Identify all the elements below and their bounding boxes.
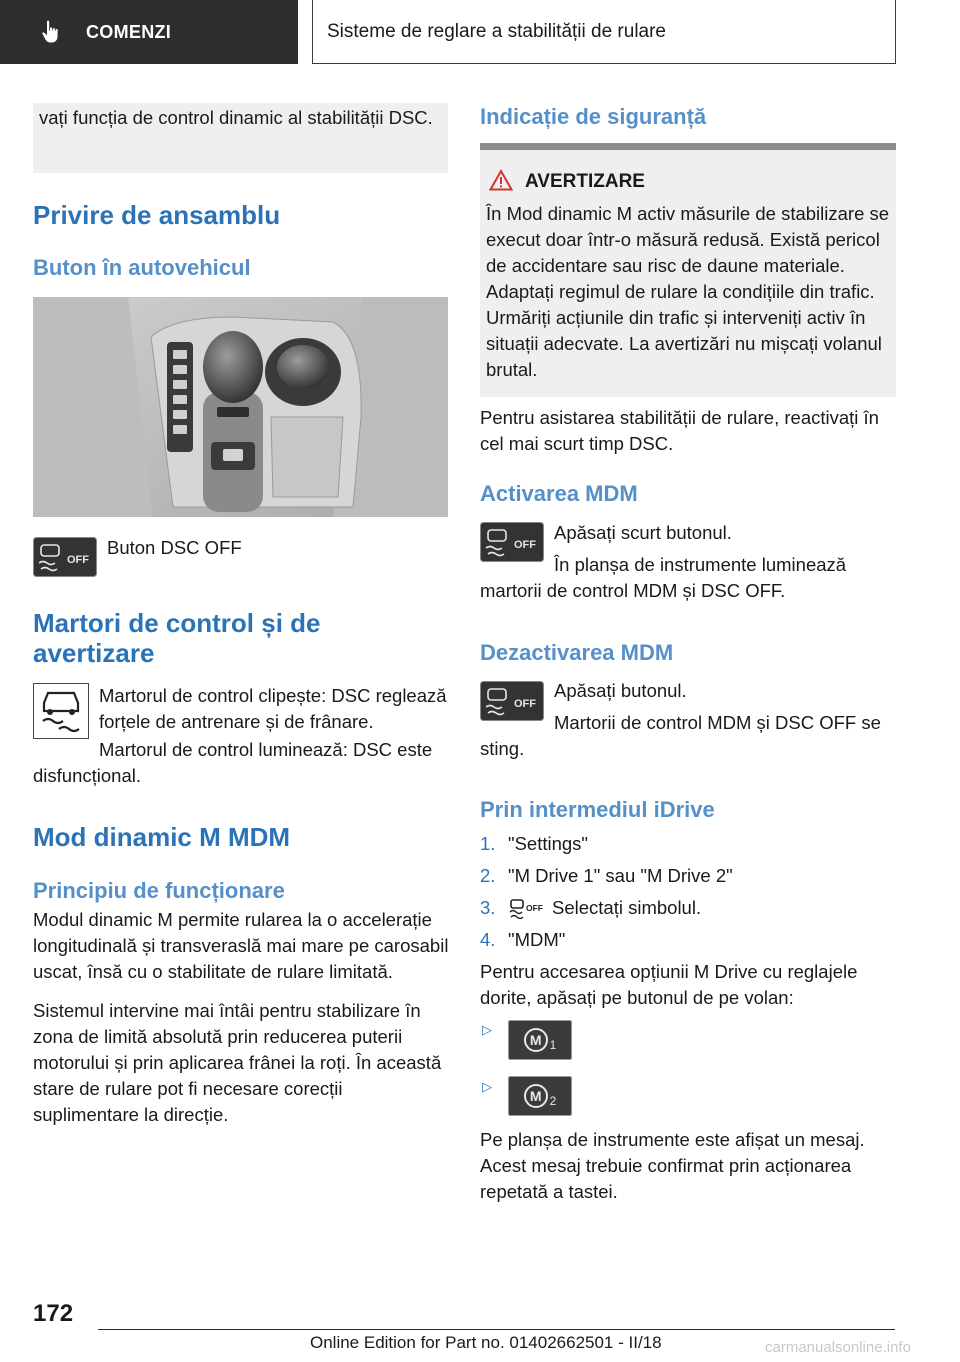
warning-box-bar [480, 143, 896, 150]
list-item-number: 1. [480, 833, 496, 854]
steering-wheel-text: Pentru accesarea opțiunii M Drive cu reglajele dorite, apăsați pe butonul de pe volan: [480, 961, 858, 1008]
list-item [480, 831, 896, 863]
dsc-off-icon [33, 537, 97, 577]
heading-mdm: Mod dinamic M MDM [33, 822, 291, 852]
list-item [480, 863, 896, 895]
list-item [480, 927, 896, 959]
m-drive-2-button-icon [508, 1076, 572, 1116]
deactivate-step-1: Apăsați butonul. [554, 680, 687, 701]
heading-safety: Indicație de siguranță [480, 104, 707, 129]
reactivate-dsc-text: Pentru asistarea stabilității de rulare, reactivați în cel mai scurt timp DSC. [480, 407, 879, 454]
header-chapter-title: Sisteme de reglare a stabilității de rulare [312, 0, 896, 64]
idrive-steps-list [480, 831, 896, 959]
intro-box [33, 103, 448, 173]
center-console-illustration [33, 297, 448, 517]
m-drive-2-letter: M [524, 1084, 548, 1108]
bullet-triangle-icon: ▷ [482, 1079, 492, 1094]
m-drive-1-number: 1 [549, 1038, 557, 1052]
indicator-flashing-text: Martorul de control clipește: DSC reglează forțele de antrenare și de frânare. [99, 685, 447, 732]
heading-button-in-car: Buton în autovehicul [33, 255, 251, 280]
m-drive-2-number: 2 [549, 1094, 557, 1108]
header-section-label: COMENZI [86, 21, 172, 42]
list-item-text: Selectați simbolul. [552, 897, 702, 918]
svg-text:OFF: OFF [67, 554, 89, 566]
footer-watermark: carmanualsonline.info [765, 1339, 911, 1356]
svg-text:OFF: OFF [514, 539, 536, 551]
deactivate-step-2: Martorii de control MDM și DSC OFF se sting. [480, 712, 881, 759]
heading-overview: Privire de ansamblu [33, 200, 281, 230]
list-item-text: "M Drive 1" sau "M Drive 2" [508, 865, 733, 886]
warning-text: În Mod dinamic M activ măsurile de stabilizare se execut doar într-o măsură redusă. Există pericol de accidentare sau risc de daune materiale. Adaptați regimul de rulare la condițiile din trafic. Urmăriți acțiunile din trafic și interveniți activ în situații adecvate. La avertizări nu mișcați volanul brutal. [486, 203, 890, 380]
heading-principle: Principiu de funcționare [33, 878, 285, 903]
svg-text:OFF: OFF [514, 698, 536, 710]
hand-pointer-icon [40, 19, 64, 45]
dsc-off-symbol-icon [508, 897, 544, 919]
footer-divider [98, 1329, 895, 1330]
indicator-lit-text: Martorul de control luminează: DSC este disfuncțional. [33, 739, 433, 786]
dsc-button-caption: Buton DSC OFF [107, 537, 242, 558]
heading-activate-mdm: Activarea MDM [480, 481, 638, 506]
principle-paragraph-1: Modul dinamic M permite rularea la o accelerație longitudinală și transveraslă mai mare pe carosabil uscat, însă cu o stabilitate de rulare limitată. [33, 909, 449, 982]
header-section-tab [0, 0, 298, 64]
final-message-text: Pe planșa de instrumente este afișat un mesaj. Acest mesaj trebuie confirmat prin acționarea repetată a tastei. [480, 1129, 865, 1202]
warning-title: AVERTIZARE [525, 171, 645, 192]
list-item-number: 4. [480, 929, 496, 950]
activate-step-1: Apăsați scurt butonul. [554, 522, 732, 543]
warning-triangle-icon [489, 169, 513, 191]
list-item-text: "MDM" [508, 929, 566, 950]
heading-idrive: Prin intermediul iDrive [480, 797, 715, 822]
list-item-number: 3. [480, 897, 496, 918]
svg-text:OFF: OFF [526, 903, 543, 913]
list-item-number: 2. [480, 865, 496, 886]
heading-indicators: Martori de control și de avertizare [33, 608, 321, 668]
activate-step-2: În planșa de instrumente luminează martorii de control MDM și DSC OFF. [480, 554, 847, 601]
list-item [480, 895, 896, 927]
list-item-text: "Settings" [508, 833, 588, 854]
heading-deactivate-mdm: Dezactivarea MDM [480, 640, 674, 665]
m-drive-1-button-icon [508, 1020, 572, 1060]
bullet-triangle-icon: ▷ [482, 1022, 492, 1037]
principle-paragraph-2: Sistemul intervine mai întâi pentru stabilizare în zona de limită absolută prin reducerea puterii motorului și prin aplicarea frânei la roți. În această stare de rulare pot fi necesare corecții suplimentare la direcție. [33, 1000, 442, 1125]
page-number: 172 [33, 1300, 74, 1327]
dsc-warning-light-icon [33, 683, 89, 739]
m-drive-1-letter: M [524, 1028, 548, 1052]
footer-edition: Online Edition for Part no. 01402662501 - II/18 [310, 1333, 662, 1352]
warning-box [480, 143, 896, 397]
intro-box-text: vați funcția de control dinamic al stabilității DSC. [39, 107, 433, 128]
